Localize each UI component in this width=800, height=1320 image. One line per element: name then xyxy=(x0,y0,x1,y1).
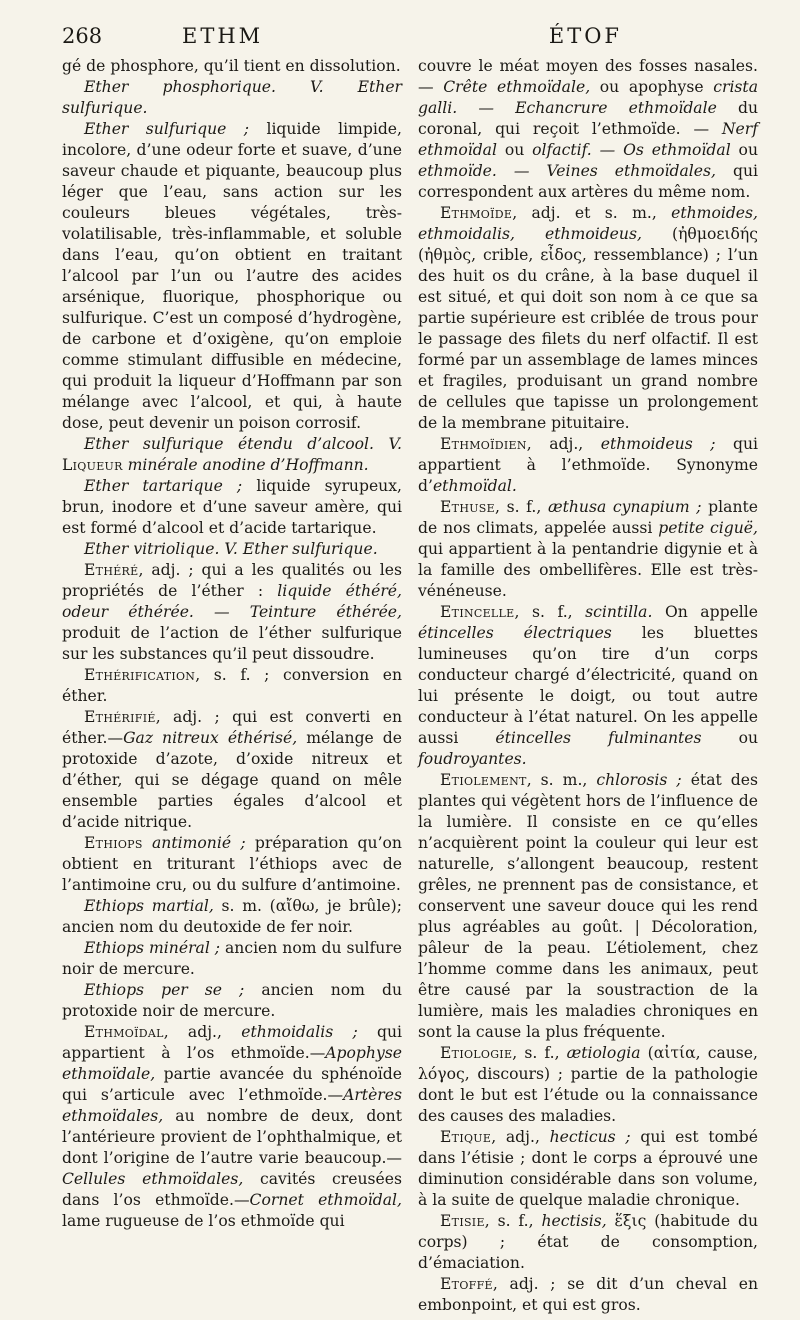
dictionary-entry: gé de phosphore, qu’il tient en dissolution. xyxy=(62,57,401,75)
dictionary-entry: Ether sulfurique étendu d’alcool. V. Liqueur minérale anodine d’Hoffmann. xyxy=(62,435,402,474)
right-column xyxy=(418,56,758,1316)
dictionary-entry: Ethérifié, adj. ; qui est converti en éther.—Gaz nitreux éthérisé, mélange de protoxide d’azote, d’oxide nitreux et d’éther, qui se dégage quand on mêle ensemble parties égales d’alcool et d’acide nitrique. xyxy=(62,708,402,831)
dictionary-entry: Ethéré, adj. ; qui a les qualités ou les propriétés de l’éther : liquide éthéré, odeur éthérée. — Teinture éthérée, produit de l’action de l’éther sulfurique sur les substances qu’il peut dissoudre. xyxy=(62,561,402,663)
dictionary-entry: Etiolement, s. m., chlorosis ; état des plantes qui végètent hors de l’influence de la lumière. Il consiste en ce qu’elles n’acquièrent point la couleur qui leur est naturelle, s’allongent beaucoup, restent grêles, ne prennent pas de consistance, et conservent une saveur douce qui les rend plus agréables au goût. | Décoloration, pâleur de la peau. L’étiolement, chez l’homme comme dans les animaux, peut être causé par la soustraction de la lumière, mais les maladies chroniques en sont la cause la plus fréquente. xyxy=(418,771,758,1041)
dictionary-entry: Ethmoïde, adj. et s. m., ethmoides, ethmoidalis, ethmoideus, (ἠθμοειδής (ἠθμὸς, crible, εἶδος, ressemblance) ; l’un des huit os du crâne, à la base duquel il est situé, et qui doit son nom à ce que sa partie supérieure est criblée de trous pour le passage des filets du nerf olfactif. Il est formé par un assemblage de lames minces et fragiles, produisant un grand nombre de cellules que tapisse un prolongement de la membrane pituitaire. xyxy=(418,204,758,432)
left-running-head: ETHM xyxy=(182,24,264,48)
dictionary-entry: Ethmoïdien, adj., ethmoideus ; qui appartient à l’ethmoïde. Synonyme d’ethmoïdal. xyxy=(418,435,758,495)
dictionary-entry: Etique, adj., hecticus ; qui est tombé dans l’étisie ; dont le corps a éprouvé une diminution considérable dans son volume, à la suite de quelque maladie chronique. xyxy=(418,1128,758,1209)
dictionary-entry: Ethiops minéral ; ancien nom du sulfure noir de mercure. xyxy=(62,939,402,978)
dictionary-entry: couvre le méat moyen des fosses nasales. — Crête ethmoïdale, ou apophyse crista galli. — Echancrure ethmoïdale du coronal, qui reçoit l’ethmoïde. — Nerf ethmoïdal ou olfactif. — Os ethmoïdal ou ethmoïde. — Veines ethmoïdales, qui correspondent aux artères du même nom. xyxy=(418,57,758,201)
dictionary-entry: Etoffé, adj. ; se dit d’un cheval en embonpoint, et qui est gros. xyxy=(418,1275,758,1314)
dictionary-entry: Ether phosphorique. V. Ether sulfurique. xyxy=(62,78,402,117)
dictionary-entry: Etisie, s. f., hectisis, ἕξις (habitude du corps) ; état de consomption, d’émaciation. xyxy=(418,1212,758,1272)
dictionary-entry: Ethiops per se ; ancien nom du protoxide noir de mercure. xyxy=(62,981,402,1020)
right-running-head: ÉTOF xyxy=(548,24,622,48)
dictionary-entry: Etincelle, s. f., scintilla. On appelle étincelles électriques les bluettes lumineuses qu’on tire d’un corps conducteur chargé d’électricité, quand on lui présente le doigt, ou tout autre conducteur à l’état naturel. On les appelle aussi étincelles fulminantes ou foudroyantes. xyxy=(418,603,759,768)
dictionary-entry: Ethuse, s. f., æthusa cynapium ; plante de nos climats, appelée aussi petite ciguë, qui appartient à la pentandrie digynie et à la famille des ombellifères. Elle est très-vénéneuse. xyxy=(418,498,758,600)
dictionary-entry: Ethiops martial, s. m. (αἴθω, je brûle); ancien nom du deutoxide de fer noir. xyxy=(62,897,402,936)
page-header xyxy=(62,24,772,54)
page-number: 268 xyxy=(62,24,103,48)
dictionary-entry: Ether sulfurique ; liquide limpide, incolore, d’une odeur forte et suave, d’une saveur chaude et piquante, beaucoup plus léger que l’eau, sans action sur les couleurs bleues végétales, très-volatilisable, très-inflammable, et soluble dans l’eau, qu’on obtient en traitant l’alcool par l’un ou l’autre des acides arsénique, fluorique, phosphorique ou sulfurique. C’est un composé d’hydrogène, de carbone et d’oxigène, qu’on emploie comme stimulant diffusible en médecine, qui produit la liqueur d’Hoffmann par son mélange avec l’alcool, et qui, à haute dose, peut devenir un poison corrosif. xyxy=(62,120,402,432)
text-columns xyxy=(62,56,772,1314)
dictionary-entry: Ethérification, s. f. ; conversion en éther. xyxy=(62,666,402,705)
dictionary-entry: Ethiops antimonié ; préparation qu’on obtient en triturant l’éthiops avec de l’antimoine cru, ou du sulfure d’antimoine. xyxy=(62,834,402,894)
dictionary-entry: Ether tartarique ; liquide syrupeux, brun, inodore et d’une saveur amère, qui est formé d’alcool et d’acide tartarique. xyxy=(62,477,402,537)
left-column xyxy=(62,56,402,1232)
dictionary-entry: Ethmoïdal, adj., ethmoidalis ; qui appartient à l’os ethmoïde.—Apophyse ethmoïdale, partie avancée du sphénoïde qui s’articule avec l’ethmoïde.—Artères ethmoïdales, au nombre de deux, dont l’antérieure provient de l’ophthalmique, et dont l’origine de l’autre varie beaucoup.—Cellules ethmoïdales, cavités creusées dans l’os ethmoïde.—Cornet ethmoïdal, lame rugueuse de l’os ethmoïde qui xyxy=(62,1023,402,1230)
dictionary-entry: Etiologie, s. f., ætiologia (αἰτία, cause, λόγος, discours) ; partie de la pathologie dont le but est l’étude ou la connaissance des causes des maladies. xyxy=(418,1044,758,1125)
dictionary-entry: Ether vitriolique. V. Ether sulfurique. xyxy=(84,540,378,558)
